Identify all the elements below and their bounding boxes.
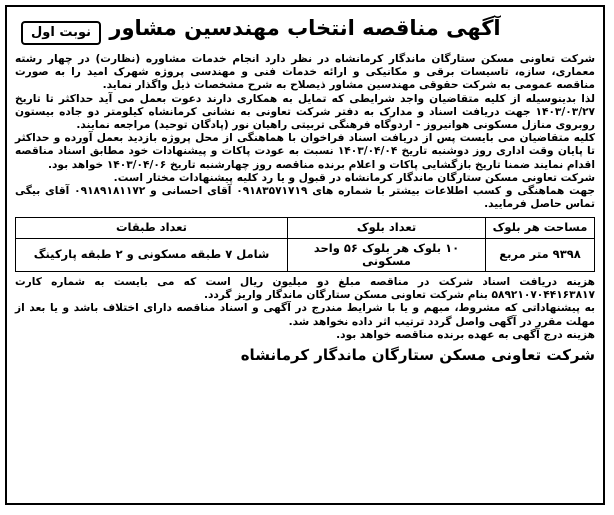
cell-floor-count: شامل ۷ طبقه مسکونی و ۲ طبقه پارکینگ (16, 238, 288, 271)
paragraph-invitation: لذا بدینوسیله از کلیه متقاضیان واجد شرایطی که تمایل به همکاری دارند دعوت بعمل می آید حداکثر تا تاریخ ۱۴۰۳/۰۳/۲۷ جهت دریافت اسناد و مدارک به دفتر شرکت تعاونی به نشانی کرمانشاه کیلومتر دو جاده بیستون روبروی منازل مسکونی هوانیروز - اردوگاه فرهنگی تربیتی راهیان نور (پادگان توحید) مراجعه نمایند. (15, 92, 595, 132)
note-ad-cost: هزینه درج آگهی به عهده برنده مناقصه خواهد بود. (336, 328, 595, 341)
paragraph-intro: شرکت تعاونی مسکن ستارگان ماندگار کرمانشاه در نظر دارد انجام خدمات مشاوره (نظارت) در چهار رشته معماری، سازه، تاسیسات برقی و مکانیکی و ارائه خدمات فنی و مهندسی پروژه شهرک امید را به صورت مناقصه عمومی به شرکت حقوقی مهندسین مشاور ذیصلاح به شرح مشخصات ذیل واگذار نماید. (15, 53, 595, 92)
paragraph-rights: شرکت تعاونی مسکن ستارگان ماندگار کرمانشاه در قبول و یا رد کلیه پیشنهادات مختار است. (113, 171, 595, 184)
project-specs-table (15, 217, 595, 272)
header-block-area: مساحت هر بلوک (486, 218, 595, 238)
body-text (7, 53, 603, 342)
table-row (16, 238, 595, 271)
table-header-row (16, 218, 595, 238)
paragraph-deadline: کلیه متقاضیان می بایست پس از دریافت اسناد فراخوان با هماهنگی از محل پروژه بازدید بعمل آورده و حداکثر تا پایان وقت اداری روز دوشنبه تاریخ ۱۴۰۳/۰۴/۰۴ نسبت به عودت پاکات و پیشنهادات خود مطابق اسناد مناقصه اقدام نمایند ضمنا تاریخ بازگشایی پاکات و اعلام برنده مناقصه روز چهارشنبه تاریخ ۱۴۰۳/۰۴/۰۶ خواهد بود. (15, 132, 595, 171)
footer-signature: شرکت تعاونی مسکن ستارگان ماندگار کرمانشاه (240, 346, 595, 365)
advertisement-frame (5, 5, 605, 505)
header (7, 7, 603, 53)
header-floor-count: تعداد طبقات (16, 218, 288, 238)
page-title: آگهی مناقصه انتخاب مهندسین مشاور (109, 16, 501, 40)
paragraph-contact: جهت هماهنگی و کسب اطلاعات بیشتر با شماره های ۰۹۱۸۳۵۷۱۷۱۹ آقای احسانی و ۰۹۱۸۹۱۸۱۱۷۲ آقای بیگی تماس حاصل فرمایید. (15, 185, 596, 211)
header-block-count: تعداد بلوک (288, 218, 486, 238)
note-conditions: به پیشنهاداتی که مشروط، مبهم و یا با شرایط مندرج در آگهی و اسناد مناقصه دارای اختلاف باشد و یا بعد از مهلت مقرر در آگهی واصل گردد ترتیب اثر داده نخواهد شد. (15, 302, 595, 328)
status-badge: نوبت اول (21, 21, 101, 45)
cell-block-count: ۱۰ بلوک هر بلوک ۵۶ واحد مسکونی (288, 238, 486, 271)
note-fee: هزینه دریافت اسناد شرکت در مناقصه مبلغ دو میلیون ریال است که می بایست به شماره کارت ۵۸۹۲۱۰۷۰۴۴۱۶۳۸۱۷ بنام شرکت تعاونی مسکن ستارگان ماندگار واریز گردد. (15, 276, 595, 302)
cell-block-area: ۹۳۹۸ متر مربع (486, 238, 595, 271)
